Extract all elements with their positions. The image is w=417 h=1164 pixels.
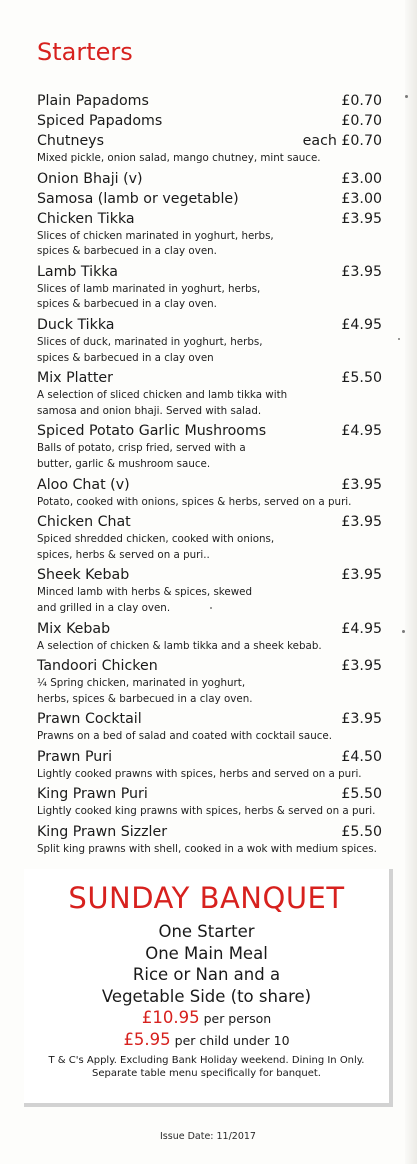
menu-item-row — [37, 619, 382, 639]
menu-item-description: A selection of chicken & lamb tikka and a sheek kebab. — [37, 639, 322, 652]
menu-item-row — [37, 822, 382, 842]
menu-item-row — [37, 169, 382, 189]
menu-item-description: Slices of duck, marinated in yoghurt, herbs, — [37, 335, 263, 348]
menu-item-row — [37, 784, 382, 804]
menu-item-price: £5.50 — [341, 824, 382, 841]
menu-item-description: Split king prawns with shell, cooked in a wok with medium spices. — [37, 843, 377, 856]
menu-item — [37, 189, 382, 209]
menu-item-row — [37, 709, 382, 729]
menu-item-price: £3.00 — [341, 170, 382, 187]
menu-item-name: Plain Papadoms — [37, 93, 149, 109]
menu-item-name: Chicken Chat — [37, 514, 131, 531]
menu-item — [37, 209, 382, 260]
menu-item-price: £3.95 — [341, 476, 382, 493]
child-price: £5.95 — [123, 1030, 171, 1049]
banquet-terms — [24, 1054, 389, 1080]
menu-item-price: each £0.70 — [302, 133, 382, 149]
menu-item — [37, 565, 382, 616]
menu-item-name: Sheek Kebab — [37, 567, 130, 584]
menu-item-row — [37, 189, 382, 209]
menu-item-name: Onion Bhaji (v) — [37, 170, 143, 187]
menu-item-row — [37, 656, 382, 676]
menu-item-row — [37, 262, 382, 282]
menu-item-description: spices & barbecued in a clay oven. — [37, 245, 217, 258]
menu-item-name: Tandoori Chicken — [37, 658, 158, 675]
menu-item-description: Slices of lamb marinated in yoghurt, herbs, — [37, 282, 261, 295]
banquet-line: One Starter — [158, 922, 255, 941]
terms-line: T & C's Apply. Excluding Bank Holiday weekend. Dining In Only. — [48, 1055, 365, 1066]
menu-item-description: Balls of potato, crisp fried, served with a — [37, 442, 246, 455]
menu-item-description: herbs, spices & barbecued in a clay oven. — [37, 692, 253, 705]
menu-item-name: King Prawn Sizzler — [37, 824, 168, 841]
menu-item-row — [37, 368, 382, 388]
menu-item-price: £5.50 — [341, 786, 382, 803]
banquet-child-price-line — [24, 1029, 389, 1051]
menu-item-name: Aloo Chat (v) — [37, 476, 130, 493]
issue-date: Issue Date: 11/2017 — [160, 1131, 256, 1142]
menu-item — [37, 822, 382, 858]
menu-item — [37, 512, 382, 563]
banquet-adult-price-line — [24, 1007, 389, 1029]
menu-item-row — [37, 91, 382, 111]
menu-item-description: Slices of chicken marinated in yoghurt, herbs, — [37, 229, 274, 242]
menu-item-price: £4.95 — [341, 316, 382, 333]
menu-item — [37, 111, 382, 131]
menu-item-description: A selection of sliced chicken and lamb tikka with — [37, 389, 288, 402]
menu-item — [37, 91, 382, 111]
menu-item-price: £3.95 — [341, 514, 382, 531]
banquet-line: One Main Meal — [145, 943, 268, 963]
menu-item — [37, 709, 382, 745]
menu-item-name: Chutneys — [37, 133, 104, 149]
terms-line: Separate table menu specifically for banquet. — [92, 1068, 321, 1079]
menu-item-description: butter, garlic & mushroom sauce. — [37, 457, 211, 470]
menu-item — [37, 784, 382, 820]
menu-item-row — [37, 747, 382, 767]
adult-price: £10.95 — [141, 1008, 200, 1027]
banquet-title: SUNDAY BANQUET — [68, 881, 345, 915]
menu-item — [37, 747, 382, 783]
menu-item-price: £4.95 — [341, 423, 382, 440]
menu-item-description: spices, herbs & served on a puri.. — [37, 548, 210, 561]
menu-item-price: £3.95 — [341, 567, 382, 584]
menu-item-row — [37, 209, 382, 229]
menu-item-description: and grilled in a clay oven. — [37, 601, 171, 614]
menu-item-name: Mix Platter — [37, 370, 113, 387]
menu-item — [37, 368, 382, 419]
menu-item-price: £4.95 — [341, 620, 382, 637]
menu-item-name: Mix Kebab — [37, 620, 111, 637]
menu-item — [37, 656, 382, 707]
menu-item-row — [37, 565, 382, 585]
scan-speck — [402, 630, 405, 633]
section-title: Starters — [37, 38, 133, 66]
adult-price-label: per person — [203, 1011, 272, 1026]
menu-item-name: Spiced Potato Garlic Mushrooms — [37, 423, 267, 440]
menu-item-row — [37, 475, 382, 495]
menu-item-name: Duck Tikka — [37, 316, 115, 333]
scan-speck — [405, 95, 408, 98]
scan-speck — [398, 338, 400, 340]
menu-item-description: Prawns on a bed of salad and coated with cocktail sauce. — [37, 730, 332, 743]
menu-item-price: £3.95 — [341, 658, 382, 675]
menu-item-price: £3.95 — [341, 263, 382, 280]
menu-item-name: Samosa (lamb or vegetable) — [37, 190, 239, 207]
menu-item-price: £0.70 — [341, 93, 382, 109]
menu-item-price: £0.70 — [341, 113, 382, 129]
menu-item — [37, 475, 382, 511]
menu-item-description: spices & barbecued in a clay oven. — [37, 298, 217, 311]
menu-item-name: King Prawn Puri — [37, 786, 148, 803]
menu-item-name: Chicken Tikka — [37, 210, 135, 227]
menu-item-name: Prawn Cocktail — [37, 711, 142, 728]
page-edge-shadow — [405, 0, 417, 1164]
menu-item-name: Lamb Tikka — [37, 263, 118, 280]
menu-item-row — [37, 131, 382, 151]
menu-item — [37, 315, 382, 366]
menu-item — [37, 169, 382, 189]
menu-item — [37, 619, 382, 655]
menu-item-row — [37, 111, 382, 131]
menu-item-name: Spiced Papadoms — [37, 113, 163, 129]
menu-item-row — [37, 421, 382, 441]
menu-item-description: Lightly cooked prawns with spices, herbs and served on a puri. — [37, 767, 362, 780]
menu-item — [37, 131, 382, 167]
menu-item-description: Lightly cooked king prawns with spices, herbs & served on a puri. — [37, 805, 376, 818]
menu-item-description: ¼ Spring chicken, marinated in yoghurt, — [37, 677, 246, 690]
banquet-line: Rice or Nan and a — [132, 965, 281, 984]
menu-item-row — [37, 315, 382, 335]
menu-item-name: Prawn Puri — [37, 748, 113, 765]
sunday-banquet-box — [24, 869, 393, 1107]
menu-item-description: Minced lamb with herbs & spices, skewed — [37, 586, 253, 599]
menu-item-price: £3.95 — [341, 210, 382, 227]
menu-item-price: £4.50 — [341, 748, 382, 765]
menu-item-price: £3.95 — [341, 711, 382, 728]
menu-item-description: Mixed pickle, onion salad, mango chutney, mint sauce. — [37, 152, 321, 164]
menu-item-row — [37, 512, 382, 532]
menu-item — [37, 421, 382, 472]
menu-item-description: spices & barbecued in a clay oven — [37, 351, 214, 364]
menu-item-description: samosa and onion bhaji. Served with salad. — [37, 404, 262, 417]
starters-list — [37, 91, 382, 858]
menu-item — [37, 262, 382, 313]
menu-item-price: £3.00 — [341, 190, 382, 207]
menu-item-description: Potato, cooked with onions, spices & herbs, served on a puri. — [37, 495, 352, 508]
menu-item-price: £5.50 — [341, 370, 382, 387]
banquet-line: Vegetable Side (to share) — [101, 986, 312, 1006]
child-price-label: per child under 10 — [174, 1033, 290, 1048]
menu-item-description: Spiced shredded chicken, cooked with onions, — [37, 533, 275, 546]
